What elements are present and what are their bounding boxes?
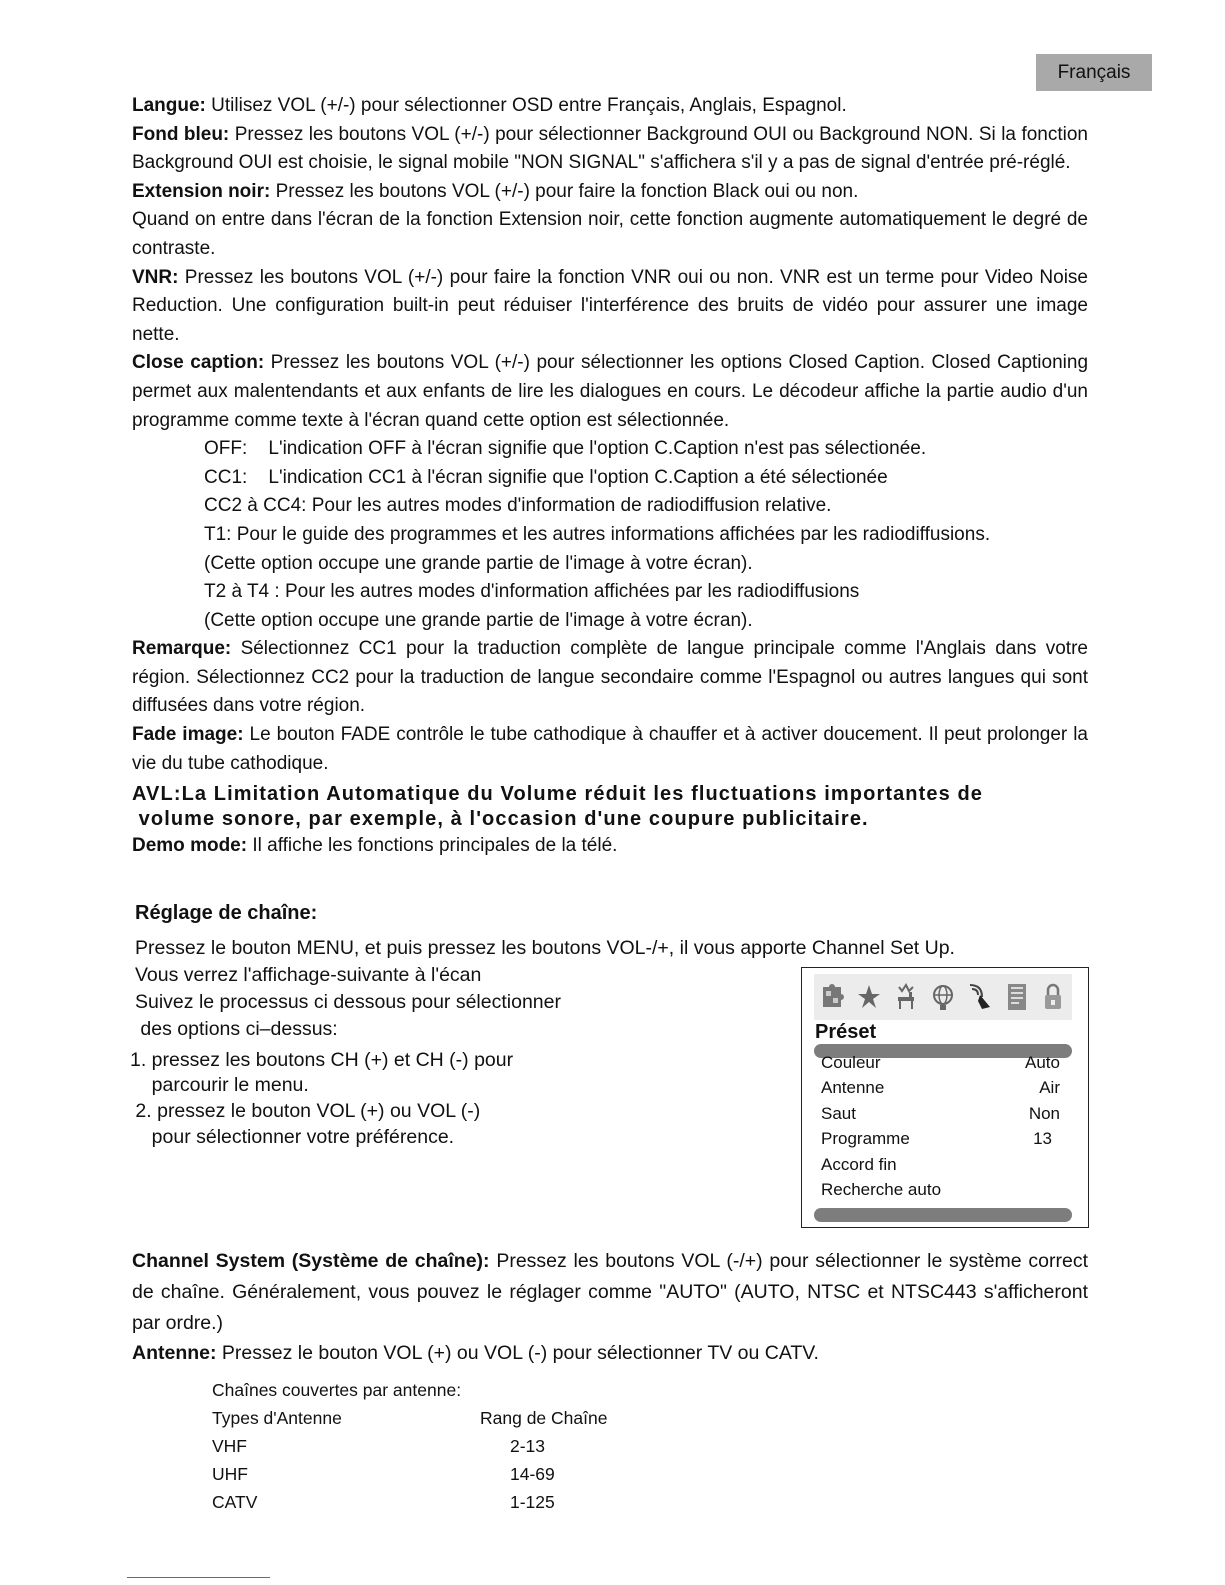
table-cell: VHF xyxy=(212,1436,247,1456)
star-icon xyxy=(857,981,881,1013)
satellite-dish-icon xyxy=(968,981,992,1013)
demo-paragraph xyxy=(132,832,1088,861)
close-caption-label: Close caption: xyxy=(132,352,265,374)
table-cell: 1-125 xyxy=(510,1492,555,1512)
preset-menu-screen xyxy=(801,967,1089,1228)
reglage-step: parcourir le menu. xyxy=(130,1074,309,1096)
cc-option-t1: T1: Pour le guide des programmes et les autres informations affichées par les radiodiffusions. xyxy=(204,523,991,545)
fade-paragraph xyxy=(132,721,1088,778)
reglage-heading: Réglage de chaîne: xyxy=(135,902,318,924)
langue-text: Utilisez VOL (+/-) pour sélectionner OSD entre Français, Anglais, Espagnol. xyxy=(205,95,847,116)
table-cell: 14-69 xyxy=(510,1464,555,1484)
extension-label: Extension noir: xyxy=(132,180,271,202)
menu-row-saut[interactable] xyxy=(821,1104,1060,1130)
feature-description-block xyxy=(132,92,1088,861)
table-cell: CATV xyxy=(212,1492,258,1512)
globe-icon xyxy=(931,981,955,1013)
cc-option-cc2-cc4: CC2 à CC4: Pour les autres modes d'information de radiodiffusion relative. xyxy=(204,495,832,517)
cc-option-note: (Cette option occupe une grande partie de l'image à votre écran). xyxy=(204,552,753,574)
menu-row-label: Couleur xyxy=(821,1053,881,1072)
reglage-line: Suivez le processus ci dessous pour sélectionner xyxy=(135,991,561,1013)
cc-option-off: OFF: L'indication OFF à l'écran signifie que l'option C.Caption n'est pas sélectionée. xyxy=(204,438,927,460)
channel-system-text: Pressez les boutons VOL (-/+) pour sélectionner le système correct de chaîne. Généralement, vous pouvez le réglager comme "AUTO" (AUTO, NTSC et NTSC443 s'afficheront par ordre.) xyxy=(132,1250,1088,1334)
langue-label: Langue: xyxy=(132,95,206,116)
fade-text: Le bouton FADE contrôle le tube cathodique à chauffer et à activer doucement. Il peut prolonger la vie du tube cathodique. xyxy=(132,724,1088,774)
puzzle-icon xyxy=(820,981,844,1013)
table-cell: 2-13 xyxy=(510,1436,546,1456)
lock-icon xyxy=(1041,981,1065,1013)
reglage-step: pour sélectionner votre préférence. xyxy=(130,1126,455,1148)
reglage-line: Pressez le bouton MENU, et puis pressez les boutons VOL-/+, il vous apporte Channel Set Up. xyxy=(135,937,955,959)
extension-detail: Quand on entre dans l'écran de la fonction Extension noir, cette fonction augmente automatiquement le degré de contraste. xyxy=(132,209,1088,259)
menu-row-accord-fin[interactable] xyxy=(821,1155,1060,1181)
reglage-line: Vous verrez l'affichage-suivante à l'écan xyxy=(135,964,482,986)
chair-icon xyxy=(894,981,918,1013)
menu-row-label: Saut xyxy=(821,1104,856,1123)
reglage-step: 2. pressez le bouton VOL (+) ou VOL (-) xyxy=(130,1100,481,1122)
reglage-step: 1. pressez les boutons CH (+) et CH (-) pour xyxy=(130,1049,514,1071)
avl-paragraph xyxy=(132,782,1088,832)
channel-system-label: Channel System (Système de chaîne): xyxy=(132,1250,490,1272)
avl-line: volume sonore, par exemple, à l'occasion d'une coupure publicitaire. xyxy=(132,808,869,831)
footer-rule xyxy=(127,1577,270,1578)
menu-row-recherche-auto[interactable] xyxy=(821,1180,1060,1206)
table-caption: Chaînes couvertes par antenne: xyxy=(212,1380,462,1400)
vnr-text: Pressez les boutons VOL (+/-) pour faire la fonction VNR oui ou non. VNR est un terme pour Video Noise Reduction. Une configuration built-in peut réduiser l'interférence des bruits de vidéo pour assurer une image nette. xyxy=(132,266,1088,345)
menu-row-label: Antenne xyxy=(821,1078,885,1097)
table-header-cell: Rang de Chaîne xyxy=(480,1408,608,1428)
menu-row-couleur[interactable] xyxy=(821,1053,1060,1079)
menu-icon-bar xyxy=(814,974,1072,1020)
antenne-text: Pressez le bouton VOL (+) ou VOL (-) pour sélectionner TV ou CATV. xyxy=(216,1342,819,1364)
extension-text: Pressez les boutons VOL (+/-) pour faire la fonction Black oui ou non. xyxy=(270,180,859,202)
reglage-line: des options ci–dessus: xyxy=(135,1018,338,1040)
table-row xyxy=(212,1492,555,1513)
avl-line: AVL:La Limitation Automatique du Volume réduit les fluctuations importantes de xyxy=(132,783,984,806)
table-row xyxy=(212,1464,555,1485)
cc-option-t2-t4: T2 à T4 : Pour les autres modes d'information affichées par les radiodiffusions xyxy=(204,581,860,603)
table-header xyxy=(212,1408,608,1429)
menu-row-value: Air xyxy=(1039,1078,1060,1097)
close-caption-paragraph xyxy=(132,349,1088,435)
cc-option-note: (Cette option occupe une grande partie de l'image à votre écran). xyxy=(204,609,753,631)
fond-bleu-label: Fond bleu: xyxy=(132,123,230,145)
menu-row-label: Programme xyxy=(821,1129,910,1148)
menu-row-antenne[interactable] xyxy=(821,1078,1060,1104)
demo-text: Il affiche les fonctions principales de la télé. xyxy=(247,835,618,857)
remarque-paragraph xyxy=(132,635,1088,721)
table-cell: UHF xyxy=(212,1464,248,1484)
menu-row-value: 13 xyxy=(1033,1129,1052,1148)
fade-label: Fade image: xyxy=(132,724,244,746)
fond-bleu-paragraph xyxy=(132,121,1088,178)
remarque-text: Sélectionnez CC1 pour la traduction complète de langue principale comme l'Anglais dans votre région. Sélectionnez CC2 pour la traduction de langue secondaire comme l'Espagnol ou autres langues qui sont diffusées dans votre région. xyxy=(132,638,1088,717)
document-icon xyxy=(1005,981,1029,1013)
menu-title: Préset xyxy=(815,1021,877,1043)
menu-row-programme[interactable] xyxy=(821,1129,1060,1155)
table-header-cell: Types d'Antenne xyxy=(212,1408,342,1428)
demo-label: Demo mode: xyxy=(132,835,248,857)
table-row xyxy=(212,1436,546,1457)
menu-row-value: Auto xyxy=(1025,1053,1060,1072)
menu-row-label: Recherche auto xyxy=(821,1180,942,1199)
fond-bleu-text: Pressez les boutons VOL (+/-) pour sélectionner Background OUI ou Background NON. Si la fonction Background OUI est choisie, le signal mobile "NON SIGNAL" s'affichera s'il y a pas de signal d'entrée pré-réglé. xyxy=(132,123,1088,174)
antenne-paragraph xyxy=(132,1338,1088,1369)
vnr-paragraph xyxy=(132,264,1088,350)
menu-row-label: Accord fin xyxy=(821,1155,897,1174)
cc-option-cc1: CC1: L'indication CC1 à l'écran signifie que l'option C.Caption a été sélectionée xyxy=(204,466,888,488)
channel-system-paragraph xyxy=(132,1246,1088,1339)
language-tab: Français xyxy=(1036,54,1152,91)
extension-paragraph xyxy=(132,178,1088,207)
menu-row-value: Non xyxy=(1028,1104,1060,1123)
antenne-label: Antenne: xyxy=(132,1342,217,1364)
menu-bottom-bar xyxy=(814,1208,1072,1222)
langue-paragraph xyxy=(132,92,1088,121)
vnr-label: VNR: xyxy=(132,266,179,288)
close-caption-text: Pressez les boutons VOL (+/-) pour sélectionner les options Closed Caption. Closed Captioning permet aux malentendants et aux enfants de lire les dialogues en cours. Le décodeur affiche la partie audio d'un programme comme texte à l'écran quand cette option est sélectionnée. xyxy=(132,352,1089,431)
remarque-label: Remarque: xyxy=(132,638,232,660)
